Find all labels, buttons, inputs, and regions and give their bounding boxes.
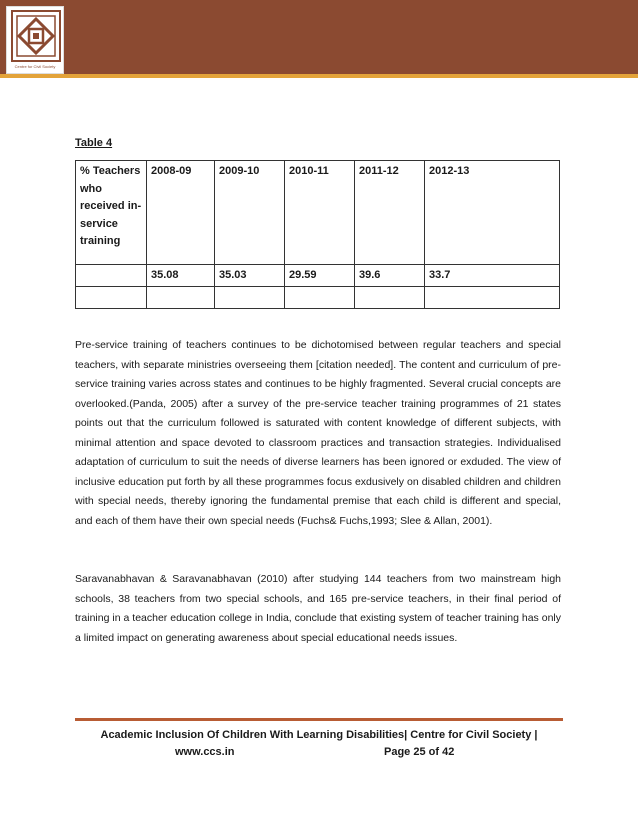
table-cell — [76, 287, 147, 309]
logo-text: Centre for Civil Society — [14, 64, 56, 69]
table-cell: 39.6 — [355, 265, 425, 287]
table-cell: 35.08 — [147, 265, 215, 287]
table-cell — [76, 265, 147, 287]
page-number: Page 25 of 42 — [384, 746, 455, 758]
footer-title: Academic Inclusion Of Children With Learning Disabilities| Centre for Civil Society | — [100, 729, 538, 741]
table-cell: 35.03 — [215, 265, 285, 287]
year-header: 2010-11 — [285, 161, 355, 265]
footer-divider — [75, 718, 563, 721]
table-title: Table 4 — [75, 137, 113, 149]
footer-url: www.ccs.in — [175, 746, 235, 758]
table-row — [76, 287, 560, 309]
table-cell — [215, 287, 285, 309]
footer-line2 — [75, 744, 563, 761]
table-row — [76, 265, 560, 287]
table-header-label: % Teachers who received in-service training — [76, 161, 147, 265]
year-header: 2011-12 — [355, 161, 425, 265]
year-header: 2008-09 — [147, 161, 215, 265]
table-cell: 29.59 — [285, 265, 355, 287]
body-paragraph: Saravanabhavan & Saravanabhavan (2010) after studying 144 teachers from two mainstream high schools, 38 teachers from two special schools, and 165 pre-service teachers, in their final period of training in a teacher education college in India, conclude that existing system of teacher training has only a limited impact on generating awareness about special educational needs issues. — [75, 573, 561, 644]
body-paragraph: Pre-service training of teachers continues to be dichotomised between regular teachers and special teachers, with separate ministries overseeing them [citation needed]. The content and curriculum of pre-service training varies across states and continues to be highly fragmented. Several crucial concepts are overlooked.(Panda, 2005) after a survey of the pre-service teacher training programmes of 21 states points out that the curriculum followed is saturated with content knowledge of different subjects, with minimal attention and space devoted to classroom practices and transaction strategies. Individualised adaptation of curriculum to suit the needs of diverse learners has been ignored or exduded. The view of inclusive education put forth by all these programmes focus exdusively on disabled children and children with special needs, thereby ignoring the fundamental premise that each child is different and special, and each of them have their own special needs (Fuchs& Fuchs,1993; Slee & Allan, 2001). — [75, 339, 561, 527]
table-cell — [285, 287, 355, 309]
header-band — [0, 0, 638, 74]
page-footer — [75, 727, 563, 761]
teacher-training-table — [75, 160, 560, 309]
logo — [6, 6, 64, 74]
table-header-row — [76, 161, 560, 265]
ccs-logo-icon — [11, 10, 61, 62]
header-stripe — [0, 74, 638, 78]
table-cell: 33.7 — [425, 265, 560, 287]
table-cell — [147, 287, 215, 309]
table-cell — [425, 287, 560, 309]
year-header: 2012-13 — [425, 161, 560, 265]
year-header: 2009-10 — [215, 161, 285, 265]
table-cell — [355, 287, 425, 309]
